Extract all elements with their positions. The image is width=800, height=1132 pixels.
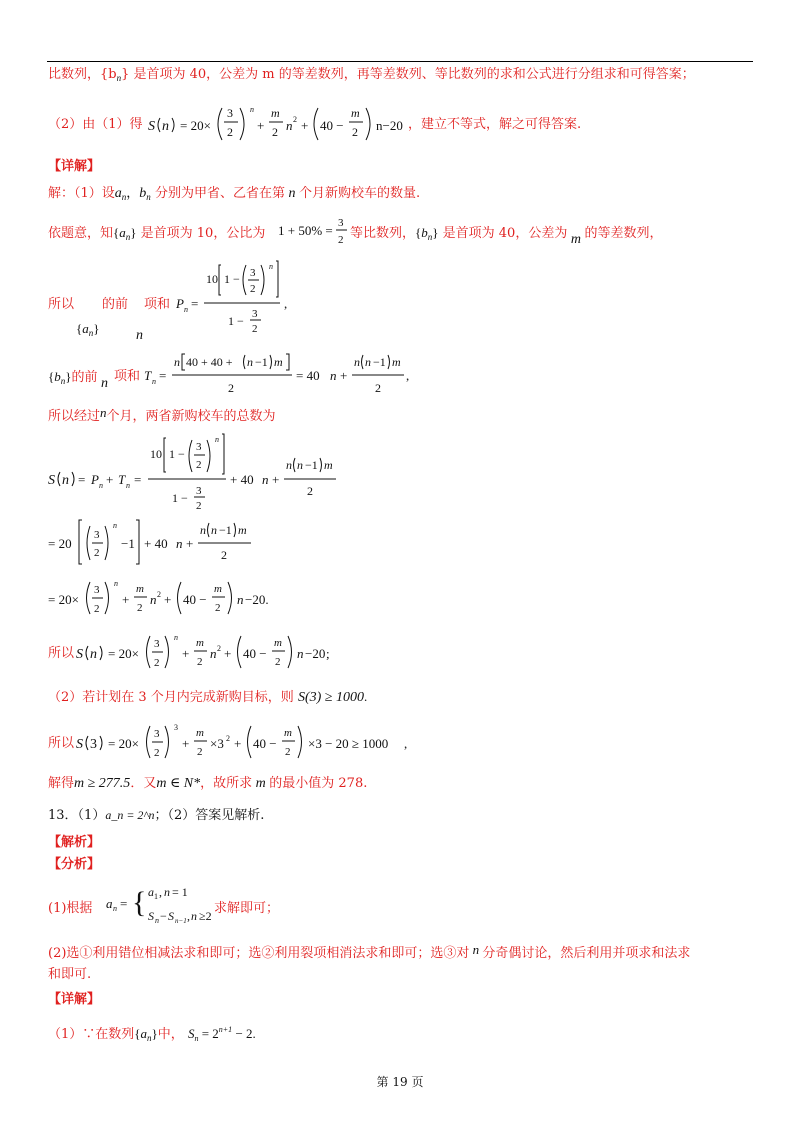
text: 的最小值为 278. (269, 776, 368, 791)
svg-text:+: + (234, 736, 242, 751)
svg-text:a: a (148, 885, 154, 899)
svg-text:2: 2 (375, 381, 381, 395)
text: (1)根据 (48, 901, 93, 916)
svg-text:m: m (284, 727, 292, 739)
svg-text:3: 3 (94, 584, 100, 596)
svg-text:n: n (286, 118, 293, 133)
text-line: 解得m ≥ 277.5．又m ∈ N*，故所求 m 的最小值为 278. (48, 776, 368, 791)
svg-text:40 −: 40 − (183, 592, 207, 607)
svg-text:=: = (191, 296, 199, 311)
svg-text:n: n (150, 592, 157, 607)
svg-text:S: S (76, 737, 83, 752)
text-line: （1）∵在数列$\{a_n\}$中， $S_n = 2^{n+1} - 2$. (48, 1025, 256, 1043)
text: 所以 (48, 646, 75, 661)
svg-text:;: ; (326, 646, 330, 661)
text-line: （2）若计划在 3 个月内完成新购目标，则 S(3) ≥ 1000. (48, 689, 368, 705)
text-line: 依题意，知$\{a_n\}$ 是首项为 10，公比为 (48, 225, 266, 242)
svg-text:+ 40: + 40 (144, 536, 168, 551)
svg-text:n: n (200, 523, 206, 537)
svg-text:S: S (148, 119, 155, 134)
svg-text:2: 2 (217, 644, 221, 653)
text: ；（2）答案见解析. (154, 808, 265, 823)
text: 解：（1）设 (48, 186, 115, 201)
svg-text:3: 3 (94, 529, 100, 541)
text-line (114, 369, 140, 385)
svg-text:3: 3 (227, 106, 233, 120)
text: 的前 (71, 370, 98, 385)
svg-text:n: n (365, 355, 371, 369)
svg-text:m: m (392, 355, 401, 369)
svg-text:+: + (182, 646, 190, 661)
svg-text:n: n (297, 646, 304, 661)
svg-text:40 −: 40 − (253, 736, 277, 751)
text-line (408, 117, 581, 133)
text: 和即可. (48, 967, 92, 982)
svg-text:2: 2 (285, 746, 291, 758)
svg-text:n: n (210, 646, 217, 661)
text: (2)选①利用错位相减法求和即可；选②利用裂项相消法求和即可；选③对 (48, 946, 470, 961)
text: 等比数列， (350, 226, 416, 241)
text: 【解析】 (48, 835, 101, 850)
text: 项和 (144, 297, 171, 312)
svg-text:1 −: 1 − (169, 447, 185, 461)
text-line: 所以经过n个月，两省新购校车的总数为 (48, 405, 276, 424)
svg-text:n: n (269, 262, 273, 271)
text: 所以经过 (48, 409, 101, 424)
svg-text:,: , (187, 909, 190, 923)
svg-text:n: n (99, 481, 103, 490)
text: ．又 (130, 776, 157, 791)
svg-text:3: 3 (250, 267, 256, 279)
svg-text:40 −: 40 − (320, 118, 344, 133)
svg-text:2: 2 (252, 323, 258, 335)
svg-text:3: 3 (196, 441, 202, 453)
svg-text:m: m (274, 637, 282, 649)
text-line: 比数列，$\{b_n\}$ 是首项为 40，公差为 m 的等差数列，再等差数列、等比数列的求和公式进行分组求和可得答案； (48, 67, 695, 83)
svg-text:S: S (168, 909, 174, 923)
formula-S3-ineq (74, 718, 414, 766)
text-line: $\{a_n\}$ (76, 321, 100, 338)
section-heading (48, 159, 100, 175)
text-line (48, 117, 143, 133)
svg-text:3: 3 (90, 737, 97, 752)
text: ，故所求 (200, 776, 253, 791)
svg-text:= 1: = 1 (172, 885, 188, 899)
svg-text:+: + (272, 472, 280, 487)
text: ，建立不等式，解之可得答案. (408, 117, 582, 132)
svg-text:m: m (136, 583, 144, 595)
svg-text:2: 2 (196, 500, 202, 512)
svg-text:n: n (155, 916, 159, 925)
svg-text:n: n (174, 355, 180, 369)
page-footer: 第 19 页 (376, 1075, 424, 1089)
formula-S-sum (46, 428, 336, 512)
svg-text:n: n (286, 458, 292, 472)
formula-text: m ≥ 277.5 (74, 776, 131, 791)
text-line (214, 901, 279, 917)
svg-text:+: + (186, 536, 194, 551)
svg-text:+: + (164, 592, 172, 607)
text: 求解即可； (214, 901, 280, 916)
svg-text:2: 2 (293, 115, 297, 124)
text: 是首项为 40，公差为 (442, 226, 568, 241)
svg-text:2: 2 (221, 548, 227, 562)
svg-text:,: , (404, 736, 408, 751)
svg-text:n: n (250, 105, 254, 114)
svg-text:1 −: 1 − (228, 314, 244, 328)
text-line (48, 736, 74, 752)
svg-text:n: n (247, 355, 253, 369)
svg-text:−1: −1 (255, 355, 268, 369)
svg-text:m: m (274, 355, 283, 369)
svg-text:n: n (211, 523, 217, 537)
svg-text:40 −: 40 − (243, 646, 267, 661)
svg-text:m: m (238, 523, 247, 537)
text: 【分析】 (48, 857, 101, 872)
svg-text:n: n (330, 368, 337, 383)
section-heading (48, 857, 100, 873)
svg-text:n: n (297, 458, 303, 472)
text: 13．（1） (48, 808, 106, 823)
svg-text:n: n (215, 435, 219, 444)
svg-text:3: 3 (174, 723, 178, 732)
svg-text:n−1: n−1 (175, 917, 187, 925)
text: （2）由（1）得 (48, 117, 143, 132)
text-line: (2)选①利用错位相减法求和即可；选②利用裂项相消法求和即可；选③对 n 分奇偶讨论，然后利用并项求和法求 (48, 942, 691, 961)
svg-text:2: 2 (94, 603, 100, 615)
svg-text:m: m (214, 583, 222, 595)
svg-text:n: n (113, 521, 117, 530)
text: 个月新购校车的数量. (298, 186, 421, 201)
svg-text:+: + (340, 368, 348, 383)
svg-text:n: n (354, 355, 360, 369)
svg-text:m: m (196, 727, 204, 739)
text: （1）∵在数列 (48, 1027, 135, 1042)
header-rule (47, 61, 753, 62)
svg-text:P: P (91, 472, 99, 487)
svg-text:2: 2 (352, 125, 358, 139)
svg-text:2: 2 (197, 746, 203, 758)
svg-text:m: m (271, 106, 280, 120)
text: 比数列，{b (48, 67, 117, 82)
svg-text:S: S (76, 647, 83, 662)
svg-text:n: n (62, 473, 69, 488)
svg-text:n: n (237, 592, 244, 607)
svg-text:+: + (122, 592, 130, 607)
svg-text:n: n (184, 305, 188, 314)
svg-text:n: n (90, 647, 97, 662)
svg-text:2: 2 (196, 459, 202, 471)
text: 是首项为 10，公比为 (140, 226, 266, 241)
svg-text:+: + (301, 118, 309, 133)
svg-text:2: 2 (197, 656, 203, 668)
formula-T-n (142, 352, 412, 398)
text-line: n (101, 376, 108, 391)
svg-text:1: 1 (154, 892, 158, 901)
svg-text:,: , (159, 885, 162, 899)
svg-text:2: 2 (275, 656, 281, 668)
svg-text:n: n (262, 472, 269, 487)
svg-text:n: n (176, 536, 183, 551)
svg-text:2: 2 (250, 283, 256, 295)
svg-text:−1: −1 (373, 355, 386, 369)
svg-text:10: 10 (206, 272, 218, 286)
svg-text:m: m (196, 637, 204, 649)
svg-text:3: 3 (154, 728, 160, 740)
svg-text:n: n (152, 377, 156, 386)
svg-text:2: 2 (272, 125, 278, 139)
svg-text:m: m (324, 458, 333, 472)
svg-text:2: 2 (228, 381, 234, 395)
text-line (48, 646, 74, 662)
svg-text:,: , (284, 296, 288, 311)
formula-S-final (74, 630, 334, 676)
svg-text:+: + (224, 646, 232, 661)
text: 项和 (114, 369, 141, 384)
text-line: n (136, 328, 143, 343)
svg-text:m: m (351, 106, 360, 120)
formula-ratio (276, 213, 350, 249)
svg-text:=: = (159, 368, 167, 383)
text: 分别为甲省、乙省在第 (154, 186, 285, 201)
text-line (48, 901, 92, 917)
formula-P-n (176, 255, 292, 335)
svg-text:n: n (126, 481, 130, 490)
svg-text:3: 3 (154, 638, 160, 650)
svg-text:2: 2 (307, 484, 313, 498)
svg-text:1 −: 1 − (172, 491, 188, 505)
formula-text: m ∈ N* (156, 776, 201, 791)
svg-text:−20.: −20. (245, 592, 269, 607)
question-number (48, 807, 264, 824)
svg-text:=: = (78, 472, 86, 487)
svg-text:2: 2 (338, 234, 344, 246)
svg-text:=: = (134, 472, 142, 487)
text-line: 解：（1）设$a_n$，$b_n$ 分别为甲省、乙省在第 n 个月新购校车的数量. (48, 185, 421, 202)
svg-text:T: T (144, 368, 152, 383)
svg-text:S: S (148, 909, 154, 923)
svg-text:T: T (118, 472, 126, 487)
text-line: $\{b_n\}$的前 (48, 369, 98, 386)
text: 的等差数列， (584, 226, 663, 241)
text: 个月，两省新购校车的总数为 (106, 409, 276, 424)
svg-text:1 −: 1 − (224, 272, 240, 286)
svg-text:2: 2 (215, 602, 221, 614)
svg-text:10: 10 (150, 447, 162, 461)
section-heading (48, 835, 100, 851)
text: 的前 (102, 297, 129, 312)
svg-text:−1: −1 (219, 523, 232, 537)
svg-text:3: 3 (196, 485, 202, 497)
svg-text:n: n (174, 633, 178, 642)
svg-text:×3: ×3 (210, 736, 224, 751)
formula-text: S(3) ≥ 1000 (297, 690, 364, 705)
svg-text:= 40: = 40 (296, 368, 320, 383)
formula-S-n (146, 100, 408, 144)
svg-text:=: = (120, 896, 128, 911)
text: 解得 (48, 776, 75, 791)
svg-text:,: , (406, 368, 410, 383)
svg-text:= 20×: = 20× (180, 118, 211, 133)
svg-text:−1: −1 (305, 458, 318, 472)
svg-text:3: 3 (252, 308, 258, 320)
svg-text:2: 2 (94, 547, 100, 559)
svg-text:3: 3 (338, 217, 344, 229)
text: 依题意，知 (48, 226, 114, 241)
svg-text:+: + (106, 472, 114, 487)
svg-text:2: 2 (154, 747, 160, 759)
svg-text:n: n (191, 909, 197, 923)
svg-text:n: n (113, 904, 117, 913)
text: 所以 (48, 297, 75, 312)
svg-text:{: { (132, 886, 147, 919)
svg-text:n: n (114, 579, 118, 588)
svg-text:+: + (257, 118, 265, 133)
svg-text:+: + (182, 736, 190, 751)
text: 所以 (48, 736, 75, 751)
svg-text:n: n (162, 119, 169, 134)
text: 分奇偶讨论，然后利用并项求和法求 (482, 946, 691, 961)
svg-text:−20: −20 (305, 646, 326, 661)
svg-text:2: 2 (137, 602, 143, 614)
svg-text:≥2: ≥2 (199, 909, 212, 923)
text: 中， (157, 1027, 184, 1042)
text-line (48, 297, 170, 313)
svg-text:−1: −1 (121, 536, 135, 551)
svg-text:2: 2 (154, 657, 160, 669)
svg-text:= 20×: = 20× (48, 592, 79, 607)
svg-text:= 20×: = 20× (108, 736, 139, 751)
formula-S-step3 (46, 576, 276, 626)
svg-text:2: 2 (157, 590, 161, 599)
svg-text:S: S (48, 473, 55, 488)
text: } 是首项为 40，公差为 m 的等差数列，再等差数列、等比数列的求和公式进行分组求和可得答案； (121, 67, 695, 82)
svg-text:2: 2 (226, 734, 230, 743)
section-heading (48, 992, 100, 1008)
formula-text: a_n = 2^n (105, 808, 155, 822)
text: 【详解】 (48, 159, 101, 174)
svg-text:n: n (164, 885, 170, 899)
svg-text:40 + 40 +: 40 + 40 + (186, 355, 233, 369)
svg-text:= 20: = 20 (48, 536, 72, 551)
svg-text:P: P (176, 296, 184, 311)
svg-text:1 + 50% =: 1 + 50% = (278, 223, 333, 238)
text-line (48, 967, 91, 983)
formula-text: n−20 (376, 118, 403, 133)
text: 【详解】 (48, 992, 101, 1007)
text-line: 等比数列，$\{b_n\}$ 是首项为 40，公差为 m 的等差数列， (350, 225, 663, 247)
svg-text:×3 − 20 ≥ 1000: ×3 − 20 ≥ 1000 (308, 736, 389, 751)
svg-text:a: a (106, 896, 113, 911)
svg-text:2: 2 (227, 125, 233, 139)
text: （2）若计划在 3 个月内完成新购目标，则 (48, 690, 294, 705)
svg-text:= 20×: = 20× (108, 646, 139, 661)
svg-text:+ 40: + 40 (230, 472, 254, 487)
svg-text:−: − (160, 909, 167, 923)
formula-S-step2 (46, 516, 256, 572)
formula-piecewise (104, 882, 214, 926)
